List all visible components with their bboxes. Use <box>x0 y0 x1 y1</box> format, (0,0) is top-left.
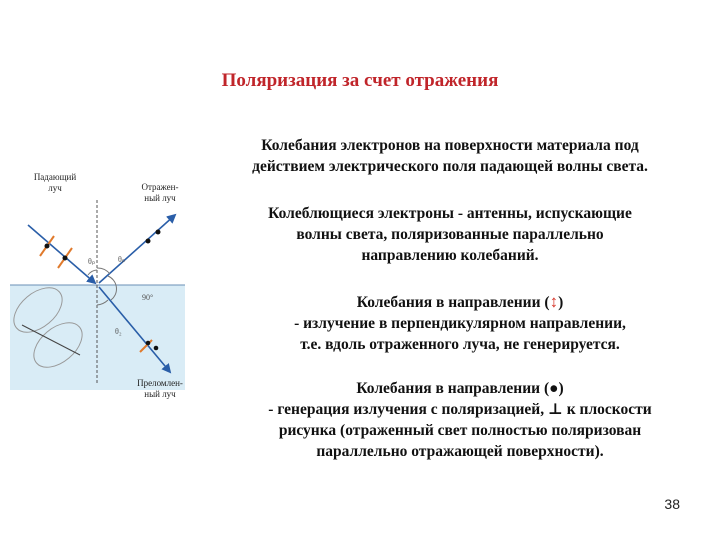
paragraph-electron-oscillation: Колебания электронов на поверхности материала под действием электрического поля падающей волны света. <box>252 137 648 175</box>
incident-oscillation-arrows <box>40 236 72 268</box>
slide-title: Поляризация за счет отражения <box>221 70 499 91</box>
paragraph-vertical-oscillation: Колебания в направлении (↕) - излучение в перпендикулярном направлении, т.е. вдоль отраженного луча, не генерируется. <box>294 292 626 353</box>
angle-label-1: θₚ <box>88 257 96 266</box>
reflected-ray <box>99 215 175 283</box>
paragraph-dot-oscillation: Колебания в направлении (●) - генерация излучения с поляризацией, ⊥ к плоскости рисунка (отраженный свет полностью поляризован параллельно отражающей поверхности). <box>268 380 652 460</box>
dot-icon: ● <box>549 380 559 397</box>
angle-label-3: 90° <box>142 293 154 302</box>
paragraph-antennas: Колеблющиеся электроны - антенны, испускающие волны света, поляризованные параллельно направлению колебаний. <box>268 205 632 264</box>
page-number: 38 <box>664 496 680 512</box>
incident-ray <box>28 225 95 283</box>
angle-label-4: θ₂ <box>115 327 122 336</box>
reflected-polarization-dots <box>146 230 161 244</box>
incident-ray-label: Падающий луч <box>33 172 77 193</box>
refracted-ray-label: Преломлен- ный луч <box>137 378 183 399</box>
angle-label-2: θₚ <box>118 255 126 264</box>
angle-arc-incident <box>88 270 97 275</box>
angle-arc-reflected <box>97 268 110 274</box>
vertical-arrow-icon: ↕ <box>549 292 559 311</box>
reflected-ray-label: Отражен- ный луч <box>141 182 179 203</box>
